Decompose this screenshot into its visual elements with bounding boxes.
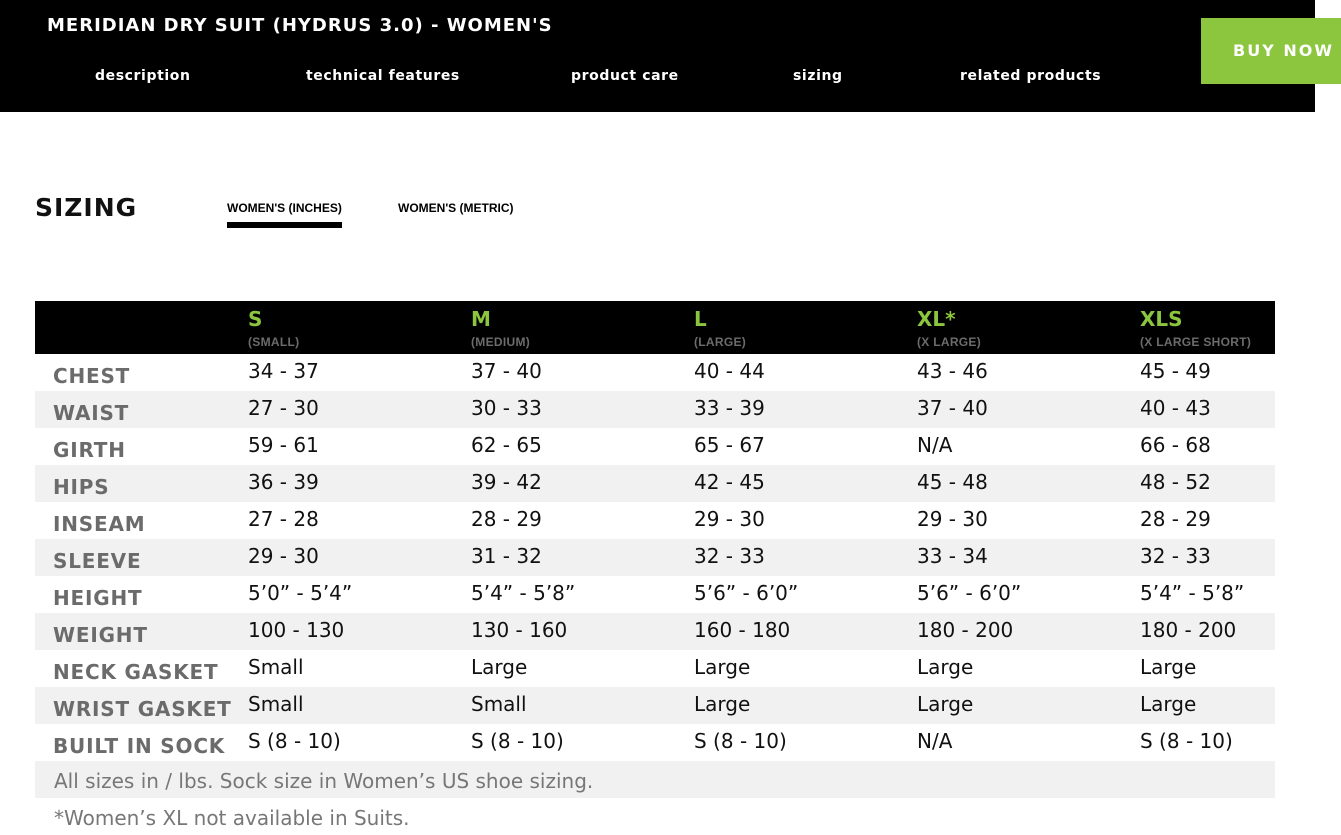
table-cell: 5’6” - 6’0” — [917, 581, 1022, 605]
table-cell: 45 - 48 — [917, 470, 988, 494]
table-cell: S (8 - 10) — [694, 729, 787, 753]
table-row-girth — [35, 428, 1275, 465]
row-label: GIRTH — [53, 438, 126, 462]
table-row-chest — [35, 354, 1275, 391]
table-cell: 29 - 30 — [694, 507, 765, 531]
table-cell: 28 - 29 — [471, 507, 542, 531]
table-cell: Large — [471, 655, 528, 679]
nav-link-technical-features[interactable]: technical features — [306, 68, 460, 84]
table-cell: 31 - 32 — [471, 544, 542, 568]
tab-womens-metric[interactable]: WOMEN'S (METRIC) — [398, 201, 514, 215]
table-cell: 43 - 46 — [917, 359, 988, 383]
table-cell: 33 - 34 — [917, 544, 988, 568]
product-header-bar — [0, 0, 1334, 112]
table-cell: 36 - 39 — [248, 470, 319, 494]
table-cell: 32 - 33 — [1140, 544, 1211, 568]
column-header-m — [471, 309, 530, 349]
table-cell: 32 - 33 — [694, 544, 765, 568]
table-cell: Large — [917, 692, 974, 716]
size-description: (X LARGE SHORT) — [1140, 335, 1252, 349]
row-label: SLEEVE — [53, 549, 142, 573]
table-cell: 29 - 30 — [917, 507, 988, 531]
tab-womens-inches[interactable]: WOMEN'S (INCHES) — [227, 201, 342, 215]
size-code: L — [694, 307, 707, 331]
table-cell: 27 - 30 — [248, 396, 319, 420]
table-cell: 34 - 37 — [248, 359, 319, 383]
table-cell: Small — [248, 655, 304, 679]
table-cell: Small — [248, 692, 304, 716]
table-cell: 40 - 43 — [1140, 396, 1211, 420]
table-cell: 48 - 52 — [1140, 470, 1211, 494]
size-code: XL* — [917, 307, 956, 331]
table-cell: 29 - 30 — [248, 544, 319, 568]
nav-link-sizing[interactable]: sizing — [793, 68, 843, 84]
table-cell: 42 - 45 — [694, 470, 765, 494]
row-label: WAIST — [53, 401, 130, 425]
table-cell: 40 - 44 — [694, 359, 765, 383]
table-note-row — [35, 798, 1275, 835]
table-row-waist — [35, 391, 1275, 428]
table-cell: 5’4” - 5’8” — [471, 581, 576, 605]
column-header-l — [694, 309, 746, 349]
table-cell: 37 - 40 — [471, 359, 542, 383]
table-cell: 5’0” - 5’4” — [248, 581, 353, 605]
table-cell: 130 - 160 — [471, 618, 568, 642]
table-cell: S (8 - 10) — [471, 729, 564, 753]
units-note: All sizes in / lbs. Sock size in Women’s US shoe sizing. — [54, 769, 594, 793]
table-cell: Small — [471, 692, 527, 716]
table-cell: 27 - 28 — [248, 507, 319, 531]
availability-note: *Women’s XL not available in Suits. — [54, 806, 410, 830]
buy-now-button[interactable]: BUY NOW — [1201, 18, 1341, 84]
table-row-hips — [35, 465, 1275, 502]
size-description: (MEDIUM) — [471, 335, 531, 349]
size-code: M — [471, 307, 491, 331]
nav-link-product-care[interactable]: product care — [571, 68, 679, 84]
table-row-weight — [35, 613, 1275, 650]
size-chart-header-row — [35, 301, 1275, 354]
table-cell: 62 - 65 — [471, 433, 542, 457]
table-cell: 39 - 42 — [471, 470, 542, 494]
table-cell: Large — [1140, 692, 1197, 716]
table-cell: 30 - 33 — [471, 396, 542, 420]
table-note-row — [35, 761, 1275, 798]
nav-link-related-products[interactable]: related products — [960, 68, 1102, 84]
product-title: MERIDIAN DRY SUIT (HYDRUS 3.0) - WOMEN'S — [47, 15, 553, 36]
column-header-xl — [917, 309, 981, 349]
table-cell: 65 - 67 — [694, 433, 765, 457]
column-header-s — [248, 309, 299, 349]
table-cell: N/A — [917, 729, 953, 753]
table-row-built-in-sock — [35, 724, 1275, 761]
row-label: WRIST GASKET — [53, 697, 232, 721]
row-label: CHEST — [53, 364, 131, 388]
row-label: BUILT IN SOCK — [53, 734, 226, 758]
table-cell: 37 - 40 — [917, 396, 988, 420]
table-cell: 180 - 200 — [917, 618, 1014, 642]
table-cell: 5’6” - 6’0” — [694, 581, 799, 605]
table-cell: Large — [1140, 655, 1197, 679]
size-chart-table — [35, 301, 1275, 835]
table-cell: 160 - 180 — [694, 618, 791, 642]
table-cell: N/A — [917, 433, 953, 457]
table-cell: S (8 - 10) — [1140, 729, 1233, 753]
column-header-xls — [1140, 309, 1251, 349]
row-label: INSEAM — [53, 512, 146, 536]
table-cell: 100 - 130 — [248, 618, 345, 642]
table-cell: Large — [694, 655, 751, 679]
table-cell: S (8 - 10) — [248, 729, 341, 753]
table-cell: 33 - 39 — [694, 396, 765, 420]
table-row-neck-gasket — [35, 650, 1275, 687]
row-label: HIPS — [53, 475, 110, 499]
table-cell: 59 - 61 — [248, 433, 319, 457]
size-description: (SMALL) — [248, 335, 300, 349]
table-cell: 66 - 68 — [1140, 433, 1211, 457]
size-description: (LARGE) — [694, 335, 747, 349]
row-label: NECK GASKET — [53, 660, 219, 684]
table-cell: 28 - 29 — [1140, 507, 1211, 531]
table-row-height — [35, 576, 1275, 613]
table-cell: 5’4” - 5’8” — [1140, 581, 1245, 605]
table-row-sleeve — [35, 539, 1275, 576]
table-cell: Large — [694, 692, 751, 716]
table-row-inseam — [35, 502, 1275, 539]
row-label: WEIGHT — [53, 623, 148, 647]
size-code: S — [248, 307, 263, 331]
nav-link-description[interactable]: description — [95, 68, 191, 84]
row-label: HEIGHT — [53, 586, 143, 610]
table-cell: 180 - 200 — [1140, 618, 1237, 642]
size-description: (X LARGE) — [917, 335, 982, 349]
size-code: XLS — [1140, 307, 1183, 331]
table-cell: 45 - 49 — [1140, 359, 1211, 383]
sizing-heading: SIZING — [35, 193, 138, 222]
table-cell: Large — [917, 655, 974, 679]
table-row-wrist-gasket — [35, 687, 1275, 724]
